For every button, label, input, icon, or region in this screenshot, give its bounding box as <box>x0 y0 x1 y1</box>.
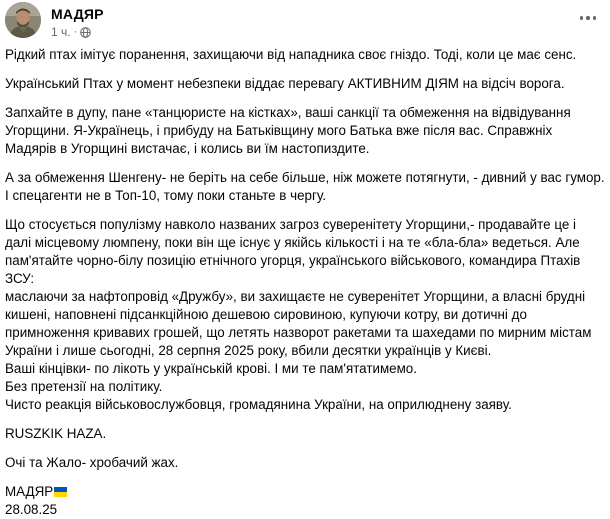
post-paragraph: RUSZKIK HAZA. <box>5 426 107 441</box>
globe-icon[interactable] <box>80 27 91 38</box>
more-dot <box>580 16 584 20</box>
author-name[interactable]: МАДЯР <box>51 6 104 22</box>
signature-line <box>5 483 605 501</box>
post-meta <box>51 25 91 39</box>
post-line: маслаючи за нафтопровід «Дружбу», ви захищаєте не суверенітет Угорщини, а власні брудні кишені, наповнені підсанкційною дешевою сировиною, купуючи котру, ви дотичні до примноження кривавих грошей, що летять назворот ракетами та шахедами по мирним містам України і лише сьогодні, 28 серпня 2025 року, вбили десятки українців у Києві. <box>5 289 592 358</box>
post-paragraph: А за обмеження Шенгену- не беріть на себе більше, ніж можете потягнути, - дивний у вас гумор. І спецагенти не в Топ-10, тому поки станьте в чергу. <box>5 170 605 203</box>
more-dot <box>593 16 597 20</box>
post-line: Чисто реакція військовослужбовця, громадянина України, на оприлюднену заяву. <box>5 397 512 412</box>
post-paragraph-block <box>5 216 605 414</box>
signature-date: 28.08.25 <box>5 502 58 517</box>
post-header <box>5 2 610 42</box>
more-options-icon[interactable] <box>576 8 600 28</box>
avatar-image <box>5 2 41 38</box>
post-paragraph: Очі та Жало- хробачий жах. <box>5 455 179 470</box>
post-line: Ваші кінцівки- по лікоть у українській крові. І ми те пам'ятатимемо. <box>5 361 417 376</box>
meta-separator: · <box>73 26 78 38</box>
post-body <box>5 46 605 519</box>
post-timestamp[interactable]: 1 ч. <box>51 25 71 39</box>
post-line: Без претензії на політику. <box>5 379 163 394</box>
ukraine-flag-icon <box>54 484 67 494</box>
post-paragraph: Рідкий птах імітує поранення, захищаючи від нападника своє гніздо. Тоді, коли це має сенс. <box>5 47 577 62</box>
signature <box>5 483 605 519</box>
more-dot <box>586 16 590 20</box>
post-line: Що стосується популізму навколо названих загроз суверенітету Угорщини,- продавайте це і далі місцевому люмпену, поки він ще існує у якійсь кількості і на те «бла-бла» ведеться. Але пам'ятайте чорно-білу позицію етнічного угорця, українського військового, командира Птахів ЗСУ: <box>5 217 581 286</box>
author-avatar[interactable] <box>5 2 41 38</box>
post-paragraph: Український Птах у момент небезпеки віддає перевагу АКТИВНИМ ДІЯМ на відсіч ворога. <box>5 76 565 91</box>
signature-name: МАДЯР <box>5 484 54 499</box>
post-paragraph: Запхайте в дупу, пане «танцюристе на кістках», ваші санкції та обмеження на відвідування Угорщини. Я-Українець, і прибуду на Батьківщину мого Батька вже після вас. Справжніх Мадярів в Угорщині вистачає, і колись ви їм настопиздите. <box>5 105 571 156</box>
